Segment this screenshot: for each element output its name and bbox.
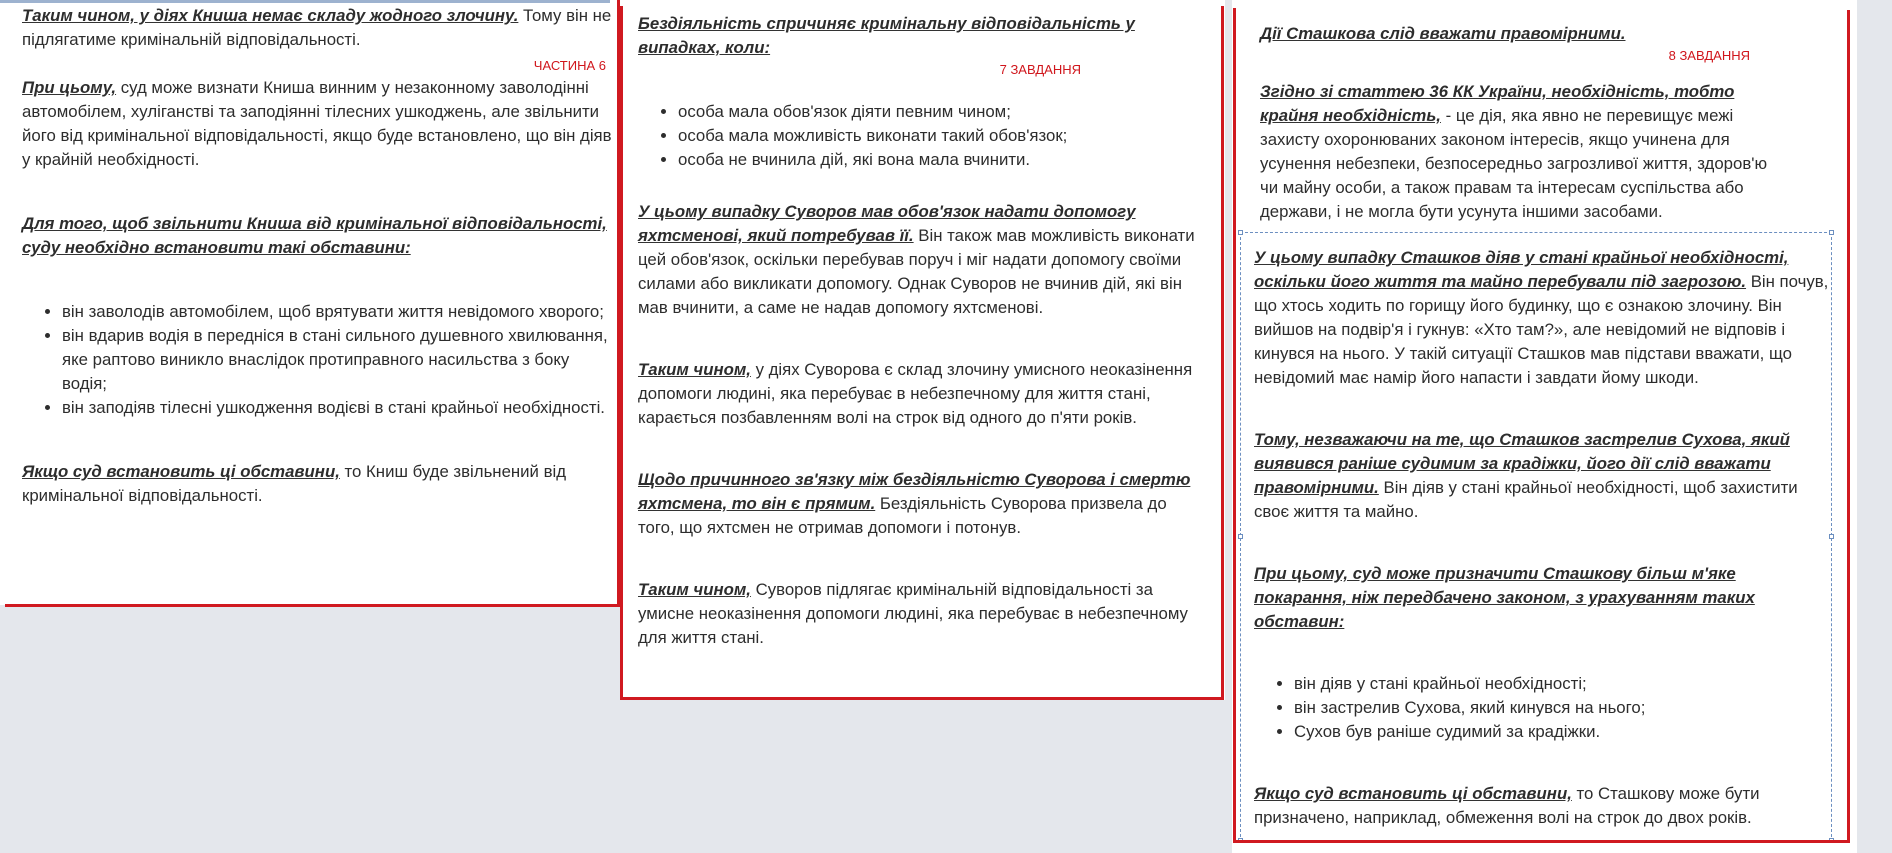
paragraph — [638, 358, 1203, 430]
resize-handle[interactable] — [1238, 534, 1243, 539]
bold-phrase: Тому, незважаючи на те, що Сташков застрелив Сухова, який виявився раніше судимим за крадіжки, його дії слід вважати правомірними. — [1254, 430, 1790, 497]
selection-strip — [0, 0, 610, 3]
red-frame-left — [1233, 8, 1236, 843]
paragraph — [22, 212, 612, 260]
bullet-list — [22, 300, 612, 420]
paragraph — [638, 200, 1203, 320]
paragraph — [638, 12, 1203, 60]
text: - це дія, яка явно не перевищує межі захисту охоронюваних законом інтересів, якщо учинена для усунення небезпеки, безпосередньо загрозливої життя, здоров'ю чи майну особи, а також правам та інтересам суспільства або держави, і не могла бути усунута іншими засобами. — [1260, 106, 1768, 221]
list-item: • він заволодів автомобілем, щоб врятувати життя невідомого хворого; — [62, 300, 612, 324]
bold-phrase: Щодо причинного зв'язку між бездіяльністю Суворова і смертю яхтсмена, то він є прямим. — [638, 470, 1191, 513]
text: Тому він не підлягатиме кримінальній відповідальності. — [22, 6, 612, 49]
document-page-3 — [1232, 0, 1857, 853]
text: Він також мав можливість виконати цей обов'язок, оскільки перебував поруч і міг надати допомогу своїми силами або викликати допомогу. Однак Суворов не вчинив дій, які він мав вчинити, а саме не надав допомогу яхтсменові. — [638, 226, 1195, 317]
bold-phrase: При цьому, — [22, 78, 117, 97]
bold-phrase: Таким чином, у діях Книша немає складу жодного злочину. — [22, 6, 519, 25]
red-frame-left — [620, 6, 623, 700]
list-item: • він вдарив водія в передніся в стані сильного душевного хвилювання, яке раптово виникло внаслідок протиправного насильства з боку водія; — [62, 324, 612, 396]
list-item: • Сухов був раніше судимий за крадіжки. — [1294, 720, 1829, 744]
list-item: • він застрелив Сухова, який кинувся на нього; — [1294, 696, 1829, 720]
resize-handle[interactable] — [1829, 534, 1834, 539]
bold-phrase: Бездіяльність спричиняє кримінальну відповідальність у випадках, коли: — [638, 14, 1135, 57]
text: Суворов підлягає кримінальній відповідальності за умисне неоказінення допомоги людині, яка перебуває в небезпечному для життя стані. — [638, 580, 1188, 647]
paragraph — [1254, 782, 1829, 830]
text: то Книш буде звільнений від кримінальної відповідальності. — [22, 462, 567, 505]
resize-handle[interactable] — [1238, 230, 1243, 235]
bold-phrase: У цьому випадку Суворов мав обов'язок надати допомогу яхтсменові, який потребував її. — [638, 202, 1136, 245]
red-frame-bottom — [5, 604, 619, 607]
list-item: • він заподіяв тілесні ушкодження водієві в стані крайньої необхідності. — [62, 396, 612, 420]
paragraph — [638, 468, 1203, 540]
red-frame-bottom — [620, 697, 1224, 700]
bold-phrase: Таким чином, — [638, 580, 751, 599]
bold-phrase: Якщо суд встановить ці обставини, — [1254, 784, 1572, 803]
paragraph — [22, 76, 612, 172]
page-2-text[interactable] — [638, 12, 1203, 650]
paragraph — [1260, 80, 1780, 224]
paragraph — [1260, 22, 1840, 46]
red-frame-right — [1847, 10, 1850, 843]
bullet-list — [638, 100, 1203, 172]
paragraph — [22, 4, 612, 52]
text: Бездіяльність Суворова призвела до того, що яхтсмен не отримав допомоги і потонув. — [638, 494, 1167, 537]
paragraph — [638, 578, 1203, 650]
section-label: 7 ЗАВДАННЯ — [999, 62, 1081, 77]
red-frame-bottom — [1233, 840, 1849, 843]
page-3-text-top[interactable] — [1260, 22, 1840, 224]
resize-handle[interactable] — [1829, 230, 1834, 235]
text: суд може визнати Книша винним у незаконному заволодінні автомобілем, хуліганстві та заподіянні тілесних ушкоджень, але звільнити його від кримінальної відповідальності, якщо буде встановлено, що він діяв у крайній необхідності. — [22, 78, 612, 169]
bold-phrase: Таким чином, — [638, 360, 751, 379]
red-frame-right — [1221, 6, 1224, 700]
bold-phrase: Для того, щоб звільнити Книша від кримінальної відповідальності, суду необхідно встановити такі обставини: — [22, 214, 607, 257]
section-label: 8 ЗАВДАННЯ — [1668, 48, 1750, 63]
bullet-list — [1254, 672, 1829, 744]
page-1-text[interactable] — [22, 4, 612, 508]
document-page-1 — [0, 0, 622, 605]
paragraph — [1254, 562, 1829, 634]
bold-phrase: Якщо суд встановить ці обставини, — [22, 462, 340, 481]
bold-phrase: Дії Сташкова слід вважати правомірними. — [1260, 24, 1626, 43]
list-item: • особа мала обов'язок діяти певним чином; — [678, 100, 1203, 124]
paragraph — [22, 460, 612, 508]
section-label: ЧАСТИНА 6 — [533, 58, 606, 73]
bold-phrase: У цьому випадку Сташков діяв у стані крайньої необхідності, оскільки його життя та майно перебували під загрозою. — [1254, 248, 1789, 291]
paragraph — [1254, 246, 1829, 390]
list-item: • особа мала можливість виконати такий обов'язок; — [678, 124, 1203, 148]
document-page-2 — [620, 0, 1225, 700]
bold-phrase: При цьому, суд може призначити Сташкову більш м'яке покарання, ніж передбачено законом, з урахуванням таких обставин: — [1254, 564, 1755, 631]
list-item: • особа не вчинила дій, які вона мала вчинити. — [678, 148, 1203, 172]
text: то Сташкову може бути призначено, наприклад, обмеження волі на строк до двох років. — [1254, 784, 1760, 827]
bold-phrase: Згідно зі статтею 36 КК України, необхідність, тобто крайня необхідність, — [1260, 82, 1735, 125]
paragraph — [1254, 428, 1829, 524]
text: у діях Суворова є склад злочину умисного неоказінення допомоги людині, яка перебуває в небезпечному для життя стані, карається позбавленням волі на строк від одного до п'яти років. — [638, 360, 1193, 427]
text: Він діяв у стані крайньої необхідності, щоб захистити своє життя та майно. — [1254, 478, 1798, 521]
text: Він почув, що хтось ходить по горищу його будинку, що є ознакою злочину. Він вийшов на подвір'я і гукнув: «Хто там?», але невідомий не відповів і кинувся на нього. У такій ситуації Сташков мав підстави вважати, що невідомий має намір його напасти і завдати йому шкоди. — [1254, 272, 1829, 387]
list-item: • він діяв у стані крайньої необхідності; — [1294, 672, 1829, 696]
page-3-text-box[interactable] — [1254, 246, 1829, 830]
